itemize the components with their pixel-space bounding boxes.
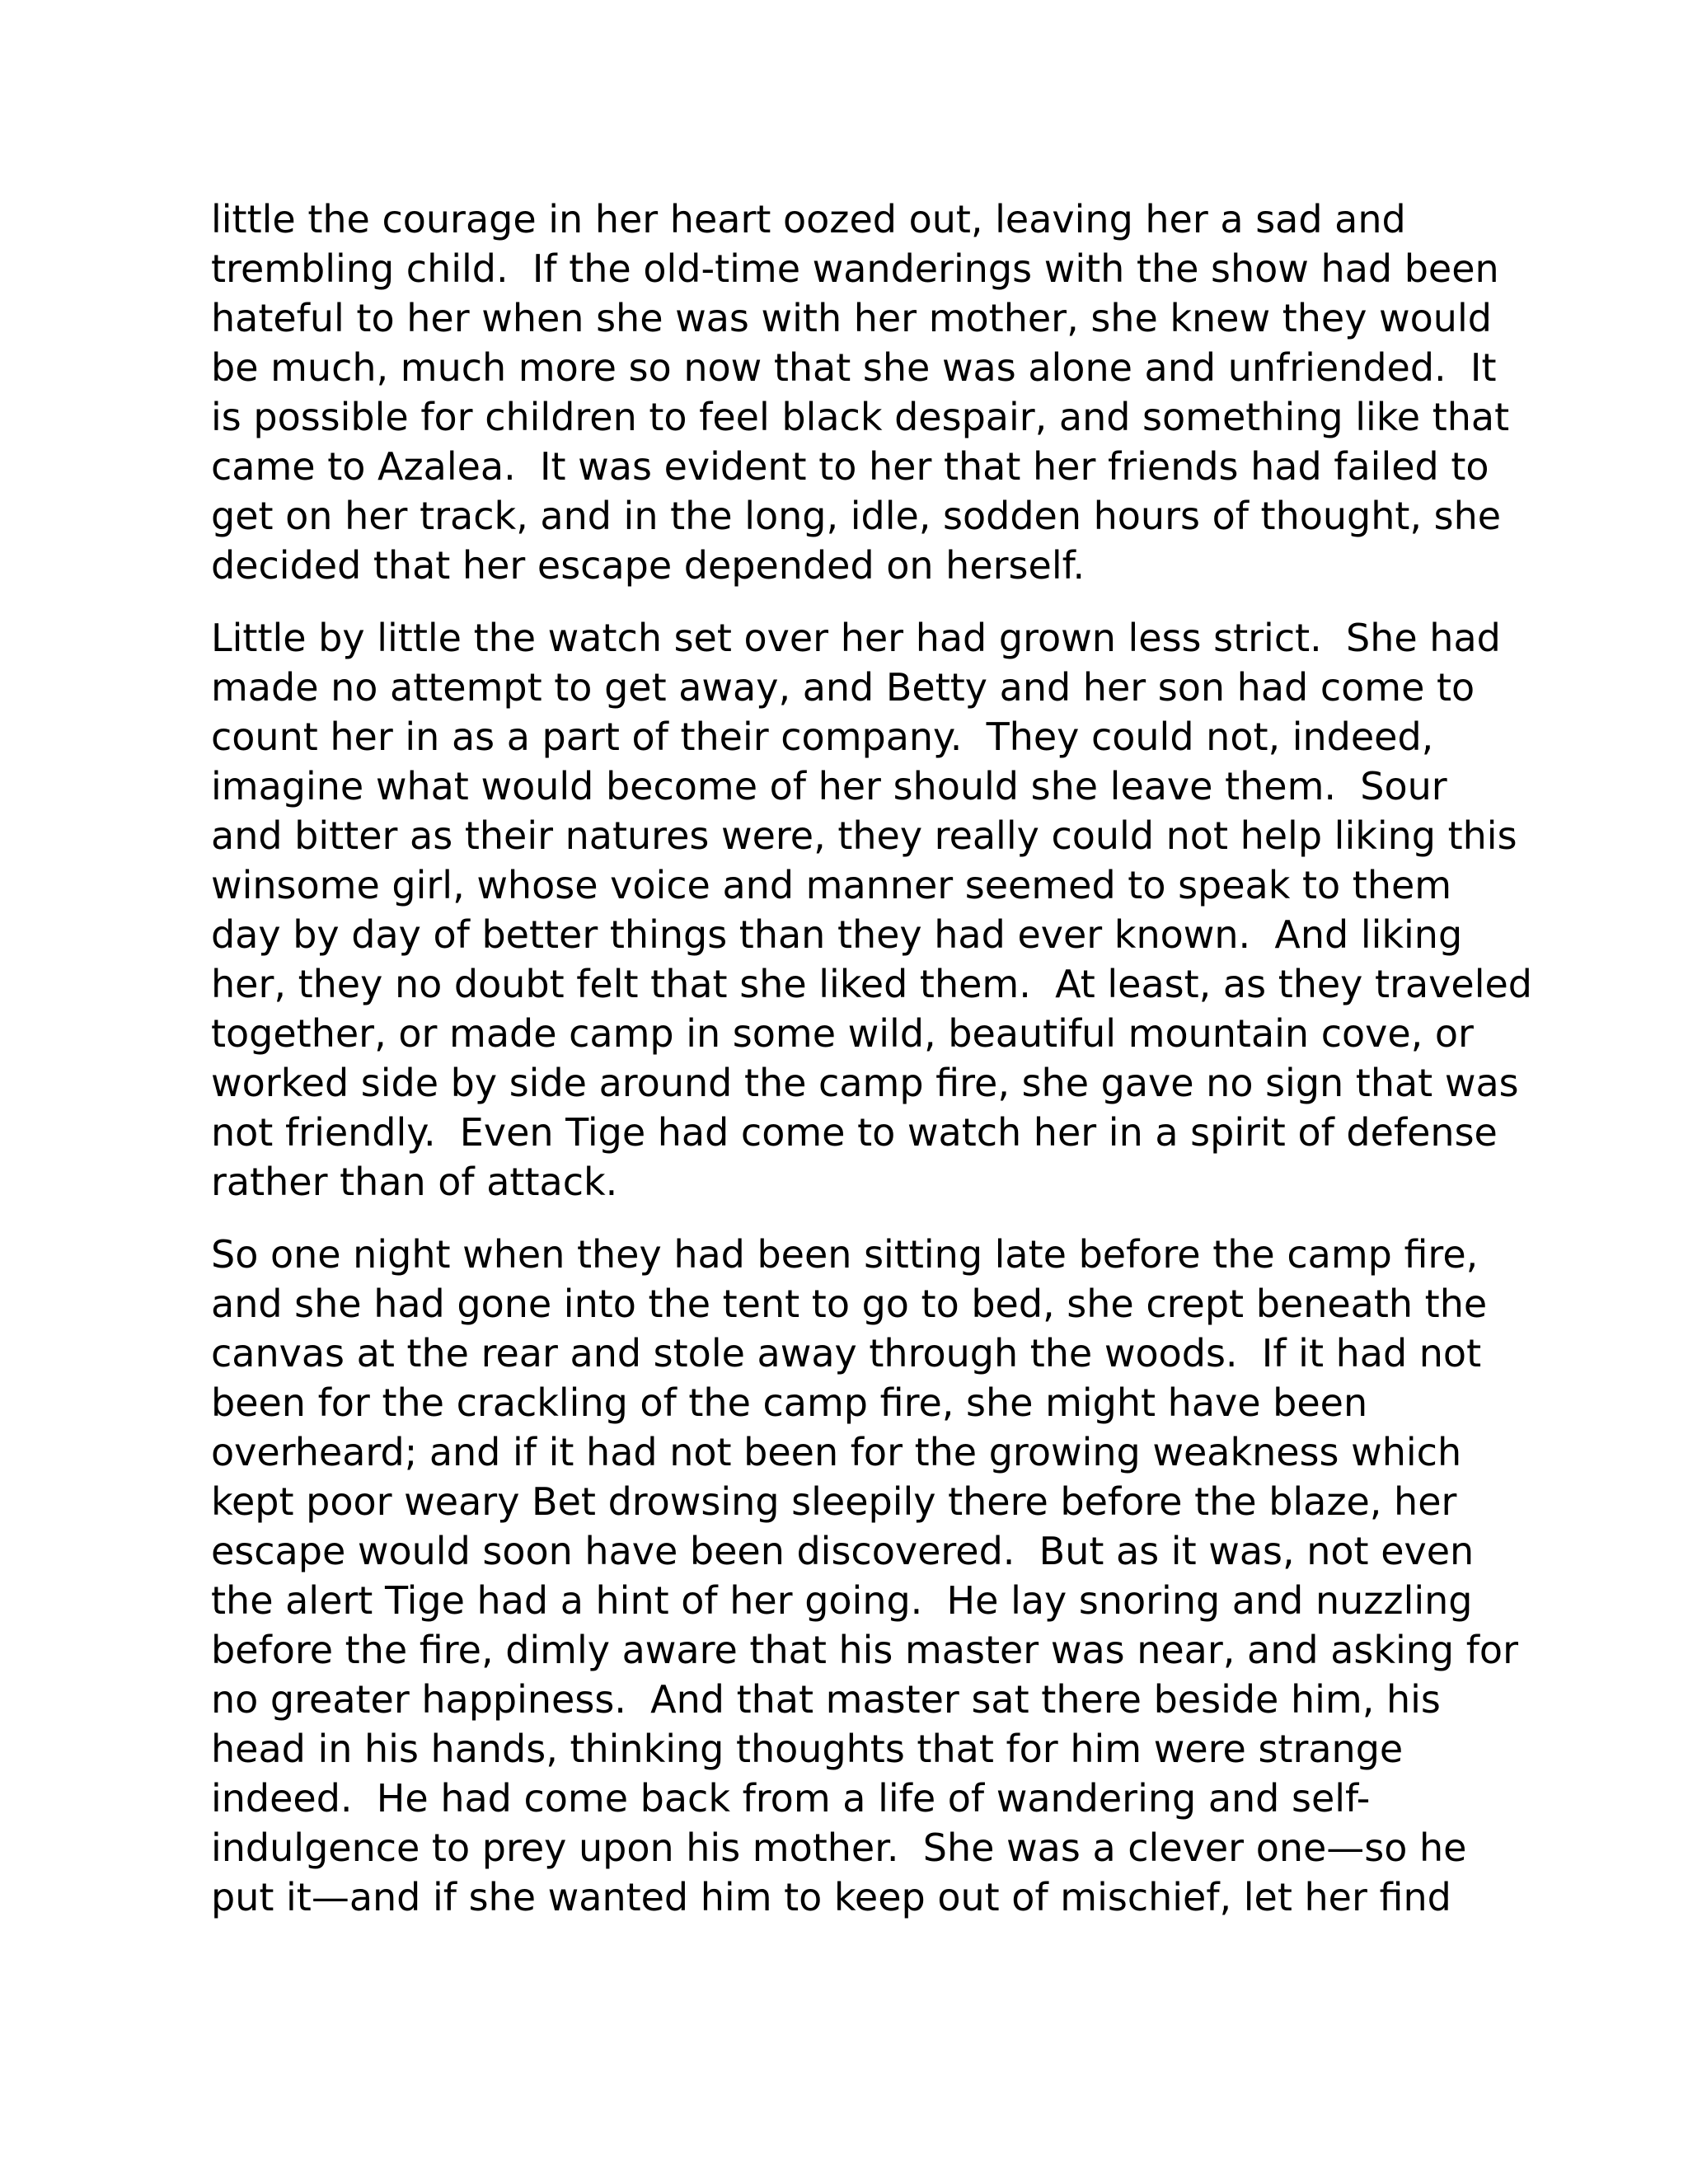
text-line: not friendly. Even Tige had come to watch her in a spirit of defense — [211, 1110, 1498, 1155]
text-line: worked side by side around the camp fire, she gave no sign that was — [211, 1061, 1519, 1105]
text-line: before the fire, dimly aware that his master was near, and asking for — [211, 1628, 1518, 1672]
text-line: day by day of better things than they had ever known. And liking — [211, 912, 1463, 957]
text-line: Little by little the watch set over her had grown less strict. She had — [211, 616, 1501, 660]
text-line: winsome girl, whose voice and manner seemed to speak to them — [211, 863, 1452, 907]
text-line: decided that her escape depended on herself. — [211, 543, 1085, 588]
text-line: So one night when they had been sitting late before the camp fire, — [211, 1232, 1479, 1277]
paragraph-3 — [211, 1230, 1518, 1922]
paragraph-2 — [211, 613, 1532, 1207]
text-line: came to Azalea. It was evident to her that her friends had failed to — [211, 444, 1489, 489]
text-line: be much, much more so now that she was alone and unfriended. It — [211, 345, 1497, 390]
text-line: overheard; and if it had not been for the growing weakness which — [211, 1430, 1462, 1474]
text-line: head in his hands, thinking thoughts that for him were strange — [211, 1727, 1404, 1771]
text-line: been for the crackling of the camp fire, she might have been — [211, 1380, 1368, 1425]
text-line: canvas at the rear and stole away through the woods. If it had not — [211, 1331, 1482, 1376]
text-line: and bitter as their natures were, they really could not help liking this — [211, 813, 1517, 858]
body-text — [211, 194, 1532, 1945]
text-line: her, they no doubt felt that she liked them. At least, as they traveled — [211, 962, 1532, 1006]
text-line: rather than of attack. — [211, 1160, 618, 1204]
text-line: count her in as a part of their company. They could not, indeed, — [211, 715, 1434, 759]
text-line: put it—and if she wanted him to keep out of mischief, let her find — [211, 1875, 1451, 1919]
text-line: get on her track, and in the long, idle, sodden hours of thought, she — [211, 494, 1502, 538]
text-line: kept poor weary Bet drowsing sleepily there before the blaze, her — [211, 1479, 1457, 1524]
paragraph-1 — [211, 194, 1510, 590]
text-line: trembling child. If the old-time wanderings with the show had been — [211, 246, 1499, 291]
text-line: indulgence to prey upon his mother. She was a clever one—so he — [211, 1825, 1467, 1870]
text-line: escape would soon have been discovered. But as it was, not even — [211, 1529, 1475, 1573]
text-line: little the courage in her heart oozed out, leaving her a sad and — [211, 197, 1406, 241]
text-line: indeed. He had come back from a life of wandering and self- — [211, 1776, 1371, 1821]
text-line: no greater happiness. And that master sat there beside him, his — [211, 1677, 1441, 1722]
text-line: made no attempt to get away, and Betty and her son had come to — [211, 665, 1475, 710]
text-line: together, or made camp in some wild, beautiful mountain cove, or — [211, 1011, 1474, 1056]
text-line: the alert Tige had a hint of her going. He lay snoring and nuzzling — [211, 1578, 1473, 1623]
text-line: imagine what would become of her should she leave them. Sour — [211, 764, 1447, 808]
text-line: hateful to her when she was with her mother, she knew they would — [211, 296, 1492, 340]
text-line: is possible for children to feel black despair, and something like that — [211, 395, 1510, 439]
text-line: and she had gone into the tent to go to bed, she crept beneath the — [211, 1282, 1488, 1326]
